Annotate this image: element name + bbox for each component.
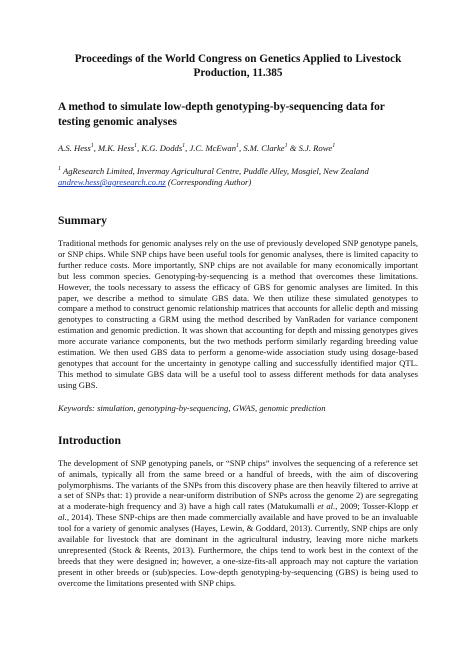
intro-et-al: et al. bbox=[317, 501, 336, 512]
intro-text-part: , 2009; Tosser-Klopp bbox=[335, 501, 412, 512]
author-list: A.S. Hess$^1$, M.K. Hess$^1$, K.G. Dodds$^1$, J.C. McEwan$^1$, S.M. Clarke$^1$ & S.J. Rowe$^1$ bbox=[58, 143, 336, 153]
intro-et-al: et al. bbox=[58, 501, 419, 523]
author-name: J.C. McEwan bbox=[189, 143, 237, 153]
proceedings-line-1: Proceedings of the World Congress on Genetics Applied to Livestock bbox=[74, 53, 402, 65]
affiliation-text: AgResearch Limited, Invermay Agricultural Centre, Puddle Alley, Mosgiel, New Zealand bbox=[63, 166, 369, 176]
corresponding-author-note: (Corresponding Author) bbox=[167, 177, 252, 187]
author-name: M.K. Hess bbox=[98, 143, 135, 153]
affiliation-block bbox=[58, 166, 418, 188]
author-affil-mark: 1 bbox=[90, 143, 94, 150]
author-affil-mark: 1 bbox=[284, 143, 288, 150]
author-affil-mark: 1 bbox=[332, 143, 336, 150]
proceedings-header bbox=[58, 52, 418, 80]
intro-text-part: , 2014). These SNP-chips are then made commercially available and have proved to be an invaluable tool for a variety of genomic analyses (Hayes, Lewin, & Goddard, 2013). Currently, SNP chips are only available for livestock that are dominant in the agricultural industry, leaving more niche markets unrepresented (Stock & Reents, 2013). Furthermore, the chips tend to work best in the context of the breeds that they were designed in; however, a one-size-fits-all approach may not capture the variation present in other breeds or (sub)species. Low-depth genotyping-by-sequencing (GBS) is being used to overcome the limitations presented with SNP chips. bbox=[58, 512, 418, 588]
intro-text-part: The development of SNP genotyping panels, or “SNP chips” involves the sequencing of a reference set of animals, typically all from the same breed or a handful of breeds, with the aim of discovering polymorphisms. The variants of the SNPs from this discovery phase are then heavily filtered to arrive at a set of SNPs that: 1) provide a near-uniform distribution of SNPs across the genome 2) are segregating at a moderate-high frequency and 3) have a high call rates (Matukumalli bbox=[58, 457, 418, 512]
author-affil-mark: 1 bbox=[134, 143, 138, 150]
summary-paragraph: Traditional methods for genomic analyses rely on the use of previously developed SNP genotype panels, or SNP chips. While SNP chips have been useful tools for genomic analyses, there is limited capacity to further reduce costs. More importantly, SNP chips are not available for many economically important but less common species. Genotyping-by-sequencing is a method that overcomes these limitations. However, the tools necessary to assess the efficacy of GBS for genomic analyses are limited. In this paper, we describe a method to simulate GBS data. We then utilize these simulated genotypes to compare a method to construct genomic relationship matrices that accounts for allelic depth and missing genotypes to constructing a GRM using the method described by VanRaden for variance component estimation and genomic prediction. It was shown that accounting for depth and missing genotypes gives more accurate variance components, but the two methods perform similarly regarding breeding value estimation. We then used GBS data to perform a genome-wide association study using dosage-based genotypes that account for the uncertainty in genotype calling and successfully identified major QTL. This method to simulate GBS data will be a useful tool to assess different methods for data analyses using GBS. bbox=[58, 238, 418, 390]
author-affil-mark: 1 bbox=[182, 143, 186, 150]
author-name: K.G. Dodds bbox=[141, 143, 183, 153]
proceedings-line-2: Production, 11.385 bbox=[193, 67, 283, 79]
introduction-paragraph bbox=[58, 458, 418, 589]
author-name: S.J. Rowe bbox=[298, 143, 333, 153]
keywords-line: Keywords: simulation, genotyping-by-sequencing, GWAS, genomic prediction bbox=[58, 402, 326, 413]
author-name: A.S. Hess bbox=[58, 143, 91, 153]
introduction-heading: Introduction bbox=[58, 433, 121, 447]
paper-title: A method to simulate low-depth genotyping-by-sequencing data for testing genomic analyses bbox=[58, 101, 385, 128]
author-affil-mark: 1 bbox=[236, 143, 240, 150]
author-name: S.M. Clarke bbox=[243, 143, 285, 153]
corresponding-email-link[interactable]: andrew.hess@agresearch.co.nz bbox=[58, 177, 166, 187]
affiliation-mark: 1 bbox=[58, 166, 61, 173]
summary-heading: Summary bbox=[58, 214, 107, 227]
